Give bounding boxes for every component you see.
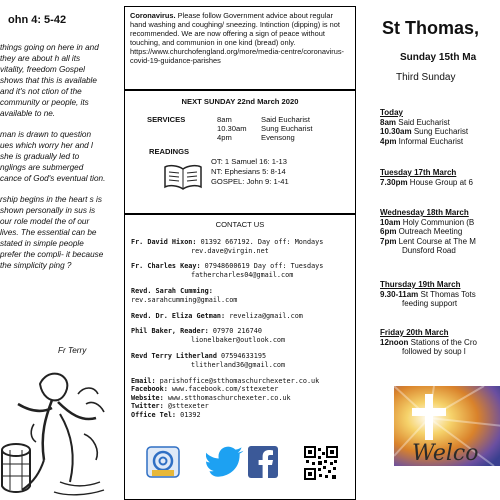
contact-title: CONTACT US (215, 220, 265, 229)
item-text: Holy Communion (B (400, 217, 475, 227)
contact-name: Phil Baker, Reader: (131, 327, 209, 336)
parish-links (131, 377, 349, 420)
item-text: feeding support (402, 299, 458, 308)
contact-email[interactable]: tlitherland36@gmail.com (191, 360, 286, 369)
item-text: Stations of the Cro (408, 337, 477, 347)
service-row (217, 133, 313, 142)
parish-email-link[interactable]: parishoffice@stthomaschurchexeter.co.uk (155, 376, 320, 385)
contact-name: Revd. Dr. Eliza Getman: (131, 311, 226, 320)
reflection-paragraph: things going on here in and they are about h all its vitality, freedom Gospel shows that this is available and it's not ction of the community or people, its available to ne. (0, 43, 99, 118)
next-sunday-title: NEXT SUNDAY 22nd March 2020 (181, 97, 299, 106)
schedule-item (380, 347, 477, 357)
service-name: Sung Eucharist (261, 124, 313, 133)
contact-name: Fr. Charles Keay: (131, 262, 201, 271)
item-text: followed by soup l (402, 347, 466, 356)
contact-name: Revd. Sarah Cumming: (131, 286, 213, 295)
day-heading: Today (380, 108, 403, 117)
twitter-icon[interactable] (206, 446, 246, 478)
service-row (217, 124, 313, 133)
item-time: 10am (380, 217, 401, 227)
contact-name: Fr. David Hixon: (131, 237, 197, 246)
schedule-column (372, 0, 500, 500)
schedule-item (380, 127, 468, 137)
church-name: St Thomas, (382, 18, 480, 38)
contact-email[interactable]: rev.sarahcumming@gmail.com (131, 295, 238, 304)
contact-email[interactable]: revelizа@gmail.com (225, 311, 303, 320)
day-heading: Friday 20th March (380, 328, 449, 337)
service-time: 4pm (217, 133, 232, 142)
facebook-link[interactable]: www.facebook.com/sttexeter (167, 385, 279, 394)
item-text: Sung Eucharist (411, 127, 469, 136)
contact-entry (131, 312, 349, 321)
schedule-item (380, 137, 468, 147)
schedule-day (380, 168, 473, 187)
welcome-text: Welco (412, 441, 479, 466)
reflection-author: Fr Terry (58, 346, 87, 355)
item-text: Said Eucharist (396, 117, 450, 127)
reflection-column (0, 0, 112, 500)
reflection-text (0, 42, 106, 281)
notices-column (124, 0, 362, 500)
contact-name: Revd Terry Litherland (131, 351, 217, 360)
reading-item: OT: 1 Samuel 16: 1-13 (211, 157, 287, 166)
services-label: SERVICES (147, 115, 186, 124)
twitter-link[interactable]: @sttexeter (163, 402, 209, 411)
schedule-item (380, 290, 476, 300)
schedule-item (380, 246, 476, 256)
contact-detail: 07594633195 (216, 351, 267, 360)
schedule-item (380, 118, 468, 128)
liturgical-week: Third Sunday (396, 72, 456, 83)
schedule-item (380, 218, 476, 228)
service-list (217, 115, 313, 142)
gospel-reading-title: ohn 4: 5-42 (8, 14, 67, 26)
item-text: House Group at 6 (407, 177, 473, 187)
contact-entry (131, 287, 349, 305)
woman-at-well-artwork (0, 364, 110, 498)
reflection-paragraph: man is drawn to question ues which worry her and l she is gradually led to nglings are submerged cance of God's eventual tion. (0, 130, 106, 183)
contact-entry (131, 327, 349, 345)
day-heading: Thursday 19th March (380, 280, 461, 289)
schedule-item (380, 237, 476, 247)
contact-entry (131, 352, 349, 370)
email-label: Email: (131, 376, 156, 385)
contact-detail: 07948600619 Day off: Tuesdays (200, 262, 324, 271)
contact-email[interactable]: lionelbaker@outlook.com (191, 336, 286, 345)
office-tel: 01392 (176, 410, 201, 419)
next-sunday-box (124, 90, 356, 214)
service-time: 10.30am (217, 124, 247, 133)
item-time: 4pm (380, 136, 397, 146)
reading-item: GOSPEL: John 9: 1-41 (211, 177, 289, 186)
website-link[interactable]: www.stthomaschurchexeter.co.uk (163, 393, 291, 402)
contact-email[interactable]: fathercharles04@gmail.com (191, 271, 294, 280)
reading-list (211, 157, 289, 187)
day-heading: Tuesday 17th March (380, 168, 457, 177)
coronavirus-text: Please follow Government advice about regular hand washing and coughing/ sneezing. Intinction (dipping) is not recommended. We are now offering a sign of peace without touching, and communion in one kind (bread) only. https://www.churchofengland.org/more/media-centre/coronavirus-covid-19-guidance-parishes (130, 11, 345, 65)
item-text: Lent Course at The M (396, 236, 476, 246)
service-name: Evensong (261, 133, 295, 142)
schedule-item (380, 227, 476, 237)
schedule-item (380, 178, 473, 188)
item-time: 7pm (380, 236, 397, 246)
item-text: St Thomas Tots (418, 289, 476, 299)
item-text: Outreach Meeting (396, 227, 463, 236)
reading-item: NT: Ephesians 5: 8-14 (211, 167, 286, 176)
contact-entry (131, 238, 349, 256)
contact-detail: 07970 216740 (208, 327, 262, 336)
item-time: 8am (380, 117, 397, 127)
twitter-label: Twitter: (131, 402, 164, 411)
item-text: Informal Eucharist (396, 136, 464, 146)
schedule-day (380, 108, 468, 146)
coronavirus-notice (124, 6, 356, 90)
sunday-date: Sunday 15th Ma (400, 52, 477, 63)
coronavirus-heading: Coronavirus. (130, 11, 176, 20)
item-time: 12noon (380, 337, 409, 347)
item-text: Dunsford Road (402, 246, 456, 255)
facebook-icon[interactable] (248, 446, 278, 478)
item-time: 6pm (380, 227, 397, 236)
contact-entry (131, 262, 349, 280)
schedule-item (380, 299, 476, 309)
item-time: 7.30pm (380, 177, 408, 187)
schedule-item (380, 338, 477, 348)
open-book-icon (163, 163, 203, 193)
schedule-day (380, 208, 476, 256)
item-time: 10.30am (380, 127, 412, 136)
service-name: Said Eucharist (261, 115, 310, 124)
website-label: Website: (131, 393, 164, 402)
contact-email[interactable]: rev.dave@virgin.net (191, 246, 269, 255)
schedule-day (380, 328, 477, 357)
reflection-paragraph: rship begins in the heart s is shown personally in sus is our role model the of our lives. The essential can be stated in simple people prefer the compli- it because the simplicity ping ? (0, 195, 104, 270)
qr-code-icon[interactable] (304, 446, 338, 480)
item-time: 9.30-11am (380, 289, 419, 299)
contact-detail: 01392 667192. Day off: Mondays (196, 237, 324, 246)
office-tel-label: Office Tel: (131, 410, 177, 419)
email-icon[interactable] (146, 446, 180, 478)
service-row (217, 115, 313, 124)
schedule-day (380, 280, 476, 309)
service-time: 8am (217, 115, 232, 124)
welcome-cross-image (394, 386, 500, 466)
day-heading: Wednesday 18th March (380, 208, 469, 217)
readings-label: READINGS (149, 147, 190, 156)
social-icons (146, 446, 346, 482)
facebook-label: Facebook: (131, 385, 168, 394)
